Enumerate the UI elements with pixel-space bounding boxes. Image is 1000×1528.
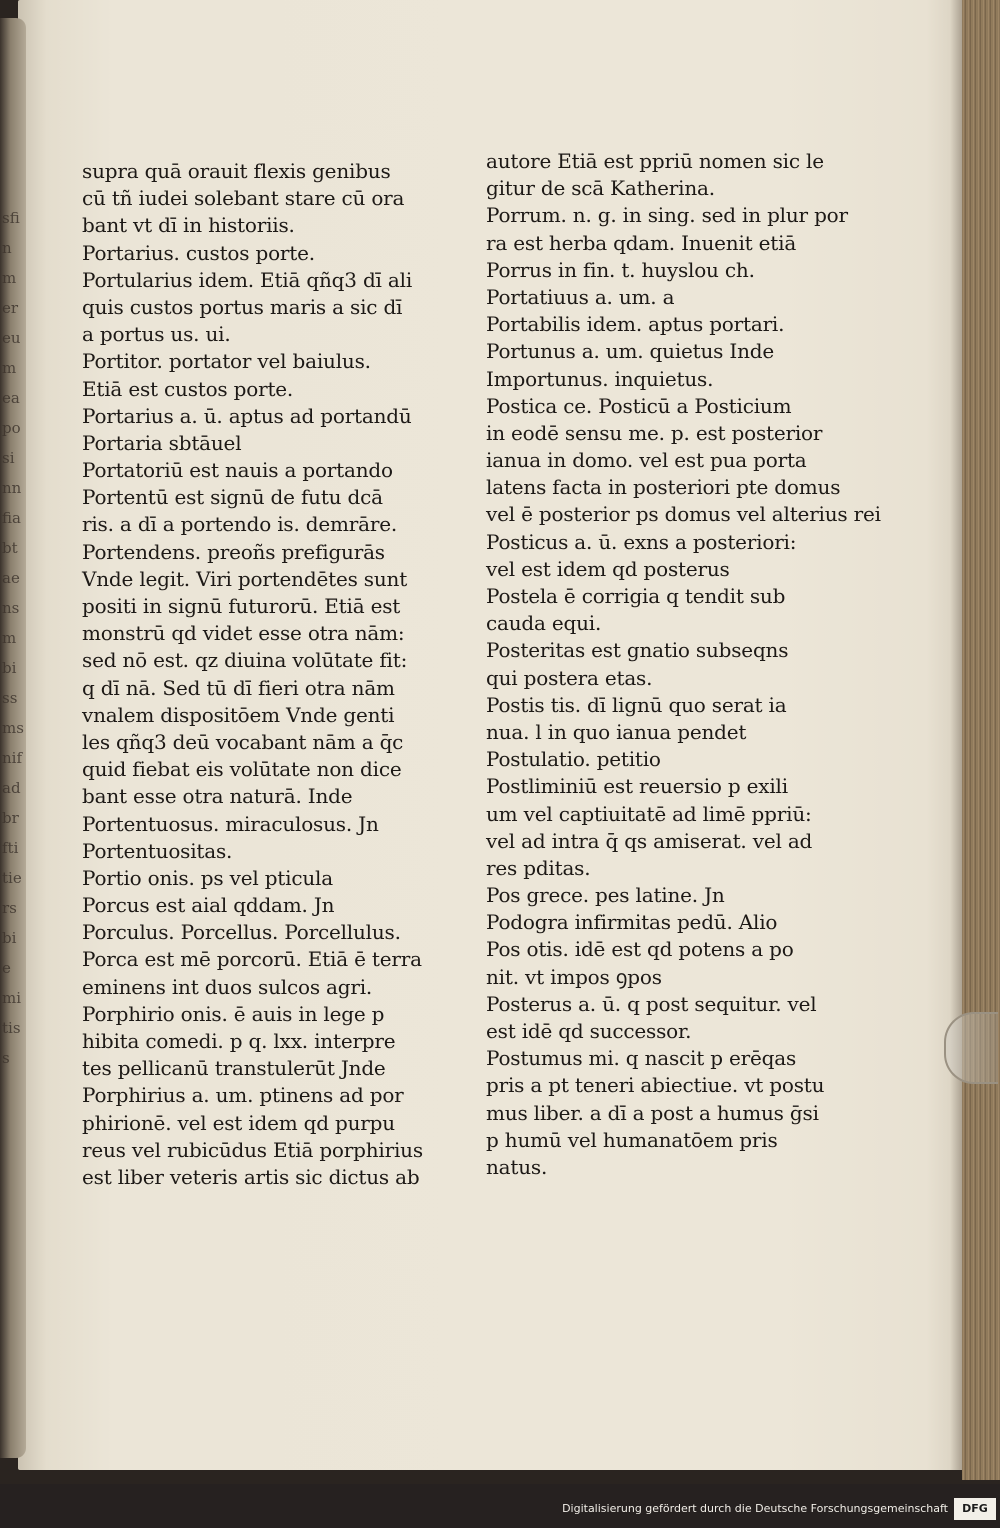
text-line: Postumus mi. q nascit p erēqas	[486, 1046, 797, 1071]
text-line: Posticus a. ū. exns a posteriori:	[486, 529, 797, 554]
text-line: mus liber. a dī a post a humus ḡsi	[486, 1100, 819, 1125]
text-line: phirionē. vel est idem qd purpu	[82, 1110, 395, 1135]
text-line: cū tñ iudei solebant stare cū ora	[82, 186, 405, 211]
text-line: supra quā orauit flexis genibus	[82, 159, 391, 183]
text-line: q dī nā. Sed tū dī fieri otra nām	[82, 675, 395, 700]
text-line: vel ad intra q̄ qs amiserat. vel ad	[486, 828, 813, 853]
text-line: Postela ē corrigia q tendit sub	[486, 584, 786, 608]
footer-credit: Digitalisierung gefördert durch die Deutsche Forschungsgemeinschaft	[562, 1502, 948, 1515]
text-line: quis custos portus maris a sic dī	[82, 294, 403, 319]
text-line: gitur de scā Katherina.	[486, 176, 715, 201]
text-line: Portendens. preoñs prefigurās	[82, 539, 385, 564]
text-line: Posteritas est gnatio subseqns	[486, 638, 789, 663]
text-line: Pos grece. pes latine. Jn	[486, 883, 725, 908]
text-line: hibita comedi. p q. lxx. interpre	[82, 1029, 396, 1053]
text-line: Portitor. portator vel baiulus.	[82, 349, 371, 374]
text-line: Portaria sbtāuel	[82, 430, 242, 455]
text-line: bant esse otra naturā. Inde	[82, 784, 353, 809]
text-line: vel ē posterior ps domus vel alterius rei	[486, 502, 881, 527]
text-line: natus.	[486, 1154, 548, 1179]
facing-page-text-fragments: sfinmereumeaposinnfiabtaensmbissmsnifadbrftitiersbiemitiss	[2, 209, 24, 1067]
text-line: autore Etiā est ppriū nomen sic le	[486, 149, 824, 173]
text-line: Portio onis. ps vel pticula	[82, 865, 333, 890]
text-line: Porrum. n. g. in sing. sed in plur por	[486, 203, 848, 228]
book-fore-edge	[962, 0, 1000, 1480]
text-line: reus vel rubicūdus Etiā porphirius	[82, 1137, 423, 1162]
dfg-logo: DFG	[954, 1498, 996, 1520]
text-line: Portentuositas.	[82, 838, 233, 863]
text-line: Pos otis. idē est qd potens a po	[486, 937, 794, 962]
text-line: Postulatio. petitio	[486, 747, 661, 772]
text-line: Importunus. inquietus.	[486, 366, 714, 391]
text-line: Portentuosus. miraculosus. Jn	[82, 811, 379, 836]
text-line: Etiā est custos porte.	[82, 376, 294, 401]
text-line: Postliminiū est reuersio p exili	[486, 774, 788, 799]
text-line: Posterus a. ū. q post sequitur. vel	[486, 991, 817, 1016]
text-line: Porphirius a. um. ptinens ad por	[82, 1083, 404, 1108]
text-line: Portatoriū est nauis a portando	[82, 458, 393, 483]
text-line: monstrū qd videt esse otra nām:	[82, 621, 405, 646]
text-line: Porculus. Porcellus. Porcellulus.	[82, 920, 401, 945]
right-text-column	[486, 148, 881, 1181]
text-line: Porphirio onis. ē auis in lege p	[82, 1001, 385, 1026]
text-line: tes pellicanū transtulerūt Jnde	[82, 1056, 386, 1081]
text-line: pris a pt teneri abiectiue. vt postu	[486, 1073, 825, 1098]
text-line: cauda equi.	[486, 611, 602, 636]
text-line: a portus us. ui.	[82, 322, 231, 347]
text-line: nua. l in quo ianua pendet	[486, 719, 747, 744]
text-line: Portunus a. um. quietus Inde	[486, 339, 775, 364]
text-line: eminens int duos sulcos agri.	[82, 974, 373, 999]
text-line: ris. a dī a portendo is. demrāre.	[82, 512, 398, 537]
footer-bar	[0, 1484, 1000, 1528]
text-line: um vel captiuitatē ad limē ppriū:	[486, 801, 812, 826]
book-page	[18, 0, 964, 1470]
text-line: res pditas.	[486, 855, 591, 880]
text-line: ra est herba qdam. Inuenit etiā	[486, 230, 797, 255]
text-line: nit. vt impos ꝯpos	[486, 964, 662, 989]
text-line: les qñq3 deū vocabant nām a q̄c	[82, 729, 404, 754]
text-line: est idē qd successor.	[486, 1019, 692, 1043]
text-line: in eodē sensu me. p. est posterior	[486, 420, 823, 445]
text-line: vel est idem qd posterus	[486, 556, 730, 581]
text-line: Postis tis. dī lignū quo serat ia	[486, 692, 787, 717]
text-line: Portabilis idem. aptus portari.	[486, 312, 785, 337]
text-line: vnalem dispositōem Vnde genti	[82, 702, 395, 727]
text-line: Portarius a. ū. aptus ad portandū	[82, 403, 412, 428]
text-line: Postica ce. Posticū a Posticium	[486, 393, 792, 418]
text-line: Porcus est aial qddam. Jn	[82, 893, 335, 918]
text-line: Porca est mē porcorū. Etiā ē terra	[82, 947, 422, 972]
text-line: Portarius. custos porte.	[82, 240, 315, 265]
text-line: bant vt dī in historiis.	[82, 213, 295, 238]
text-line: Podogra infirmitas pedū. Alio	[486, 910, 778, 935]
text-line: Portentū est signū de futu dcā	[82, 485, 383, 510]
text-line: Portatiuus a. um. a	[486, 284, 675, 309]
text-line: Porrus in fin. t. huyslou ch.	[486, 257, 755, 282]
text-line: est liber veteris artis sic dictus ab	[82, 1164, 420, 1189]
text-line: positi in signū futurorū. Etiā est	[82, 594, 401, 618]
text-line: Portularius idem. Etiā qñq3 dī ali	[82, 267, 413, 292]
text-line: p humū vel humanatōem pris	[486, 1127, 778, 1152]
book-clamp	[944, 1012, 998, 1084]
text-line: ianua in domo. vel est pua porta	[486, 448, 807, 473]
text-line: latens facta in posteriori pte domus	[486, 475, 841, 500]
facing-page-edge	[0, 18, 26, 1458]
text-line: sed nō est. qz diuina volūtate fit:	[82, 648, 408, 673]
text-line: Vnde legit. Viri portendētes sunt	[82, 566, 408, 591]
text-line: quid fiebat eis volūtate non dice	[82, 757, 402, 782]
left-text-column	[82, 158, 422, 1191]
text-line: qui postera etas.	[486, 665, 653, 690]
